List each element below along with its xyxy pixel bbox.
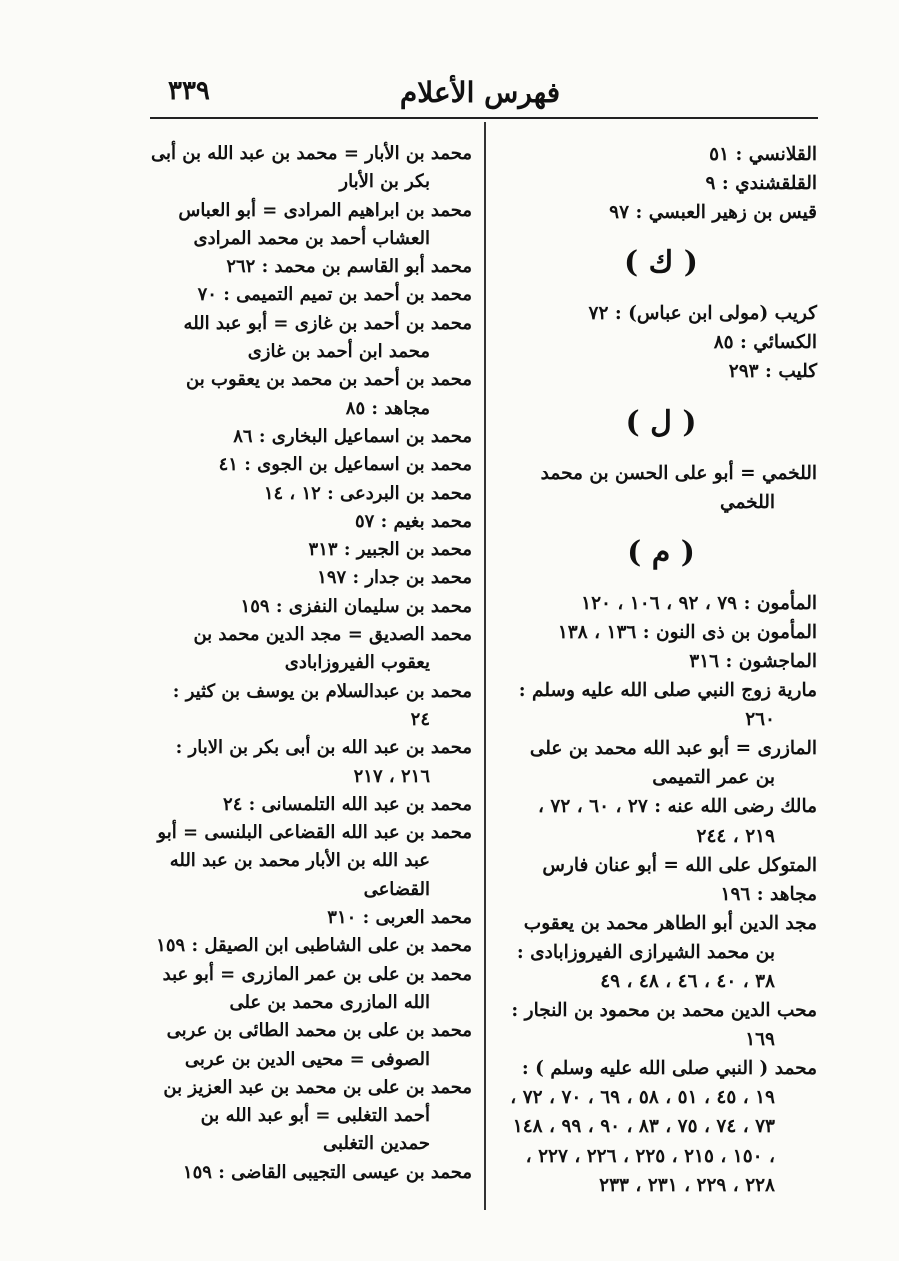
index-entry: محمد بن على الشاطبى ابن الصيقل : ١٥٩	[156, 935, 472, 957]
index-entry: اللخمي = أبو على الحسن بن محمد اللخمي	[540, 462, 817, 513]
index-entry: محمد بن أحمد بن محمد بن يعقوب بن مجاهد : ٨٥	[186, 369, 472, 419]
index-entry: المازرى = أبو عبد الله محمد بن على بن عمر التميمى	[529, 738, 817, 789]
index-entry: محمد بن عبد الله القضاعى البلنسى = أبو عبد الله بن الأبار محمد بن عبد الله القضاعى	[157, 822, 472, 900]
letter-heading: ( ل )	[625, 404, 697, 440]
index-entry: محمد بن البردعى : ١٢ ، ١٤	[263, 482, 472, 504]
index-entry: الماجشون : ٣١٦	[689, 650, 817, 672]
index-entry: محمد بن الأبار = محمد بن عبد الله بن أبى بكر بن الأبار	[150, 143, 472, 193]
index-entry: محمد بن ابراهيم المرادى = أبو العباس العشاب أحمد بن محمد المرادى	[178, 199, 472, 249]
index-entry: محمد الصديق = مجد الدين محمد بن يعقوب الفيروزابادى	[193, 624, 472, 674]
index-entry: الكسائي : ٨٥	[713, 332, 817, 354]
index-entry: محمد أبو القاسم بن محمد : ٢٦٢	[226, 256, 472, 278]
index-entry: محمد بن سليمان النفزى : ١٥٩	[240, 595, 472, 617]
index-entry: كليب : ٢٩٣	[728, 361, 817, 383]
index-entry: مالك رضى الله عنه : ٢٧ ، ٦٠ ، ٧٢ ، ٢١٩ ، ٢٤٤	[538, 796, 817, 847]
index-entry: محمد بن على بن محمد بن عبد العزيز بن أحمد التغلبى = أبو عبد الله بن حمدين التغلبى	[163, 1076, 472, 1155]
index-entry: محمد بن عبد الله التلمسانى : ٢٤	[223, 793, 472, 815]
index-entry: قيس بن زهير العبسي : ٩٧	[609, 202, 817, 224]
index-entry: محب الدين محمد بن محمود بن النجار : ١٦٩	[511, 1000, 817, 1051]
index-entry: القلانسي : ٥١	[709, 144, 817, 165]
page-number: ٣٣٩	[168, 76, 210, 106]
index-column-left	[150, 140, 472, 1187]
index-entry: محمد ( النبي صلى الله عليه وسلم ) : ١٩ ، ٤٥ ، ٥١ ، ٥٨ ، ٦٩ ، ٧٠ ، ٧٢ ، ٧٣ ، ٧٤ ، ٧٥ ، ٨٣ ، ٩٠ ، ٩٩ ، ١٤٨ ، ١٥٠ ، ٢١٥ ، ٢٢٥ ، ٢٢٦ ، ٢٢٧ ، ٢٢٨ ، ٢٢٩ ، ٢٣١ ، ٢٣٣	[510, 1058, 817, 1196]
index-entry: محمد بن أحمد بن غازى = أبو عبد الله محمد ابن أحمد بن غازى	[183, 312, 472, 363]
index-entry: محمد بن على بن محمد الطائى بن عربى الصوفى = محيى الدين بن عربى	[166, 1020, 472, 1070]
index-entry: محمد بن عبد الله بن أبى بكر بن الابار : ٢١٦ ، ٢١٧	[175, 737, 472, 787]
letter-heading: ( ك )	[623, 245, 698, 281]
index-entry: محمد بن أحمد بن تميم التميمى : ٧٠	[197, 284, 472, 306]
index-entry: المتوكل على الله = أبو عنان فارس	[542, 854, 817, 876]
index-entry: محمد بغيم : ٥٧	[354, 510, 472, 532]
index-entry: المأمون : ٧٩ ، ٩٢ ، ١٠٦ ، ١٢٠	[581, 592, 817, 614]
index-entry: محمد بن جدار : ١٩٧	[317, 567, 472, 589]
index-column-right	[505, 140, 817, 1200]
index-entry: محمد بن عبدالسلام بن يوسف بن كثير : ٢٤	[172, 680, 472, 730]
index-entry: المأمون بن ذى النون : ١٣٦ ، ١٣٨	[557, 621, 817, 643]
index-entry: مجد الدين أبو الطاهر محمد بن يعقوب بن محمد الشيرازى الفيروزابادى : ٣٨ ، ٤٠ ، ٤٦ ، ٤٨ ، ٤٩	[516, 912, 817, 992]
column-divider	[484, 122, 486, 1210]
index-entry: محمد بن الجبير : ٣١٣	[308, 539, 472, 561]
letter-heading: ( م )	[627, 534, 695, 570]
index-entry: محمد بن على بن عمر المازرى = أبو عبد الله المازرى محمد بن على	[162, 963, 472, 1013]
index-entry: محمد بن اسماعيل البخارى : ٨٦	[233, 425, 472, 447]
running-title: فهرس الأعلام	[399, 76, 561, 109]
header-rule	[150, 117, 818, 119]
index-entry: محمد بن عيسى التجيبى القاضى : ١٥٩	[182, 1161, 472, 1183]
index-entry: كريب (مولى ابن عباس) : ٧٢	[588, 303, 817, 325]
index-entry: القلقشندي : ٩	[705, 173, 817, 195]
index-entry: محمد بن اسماعيل بن الجوى : ٤١	[218, 454, 472, 476]
index-entry: محمد العربى : ٣١٠	[327, 907, 472, 929]
index-entry: مجاهد : ١٩٦	[720, 883, 817, 905]
index-entry: مارية زوج النبي صلى الله عليه وسلم : ٢٦٠	[518, 680, 817, 731]
